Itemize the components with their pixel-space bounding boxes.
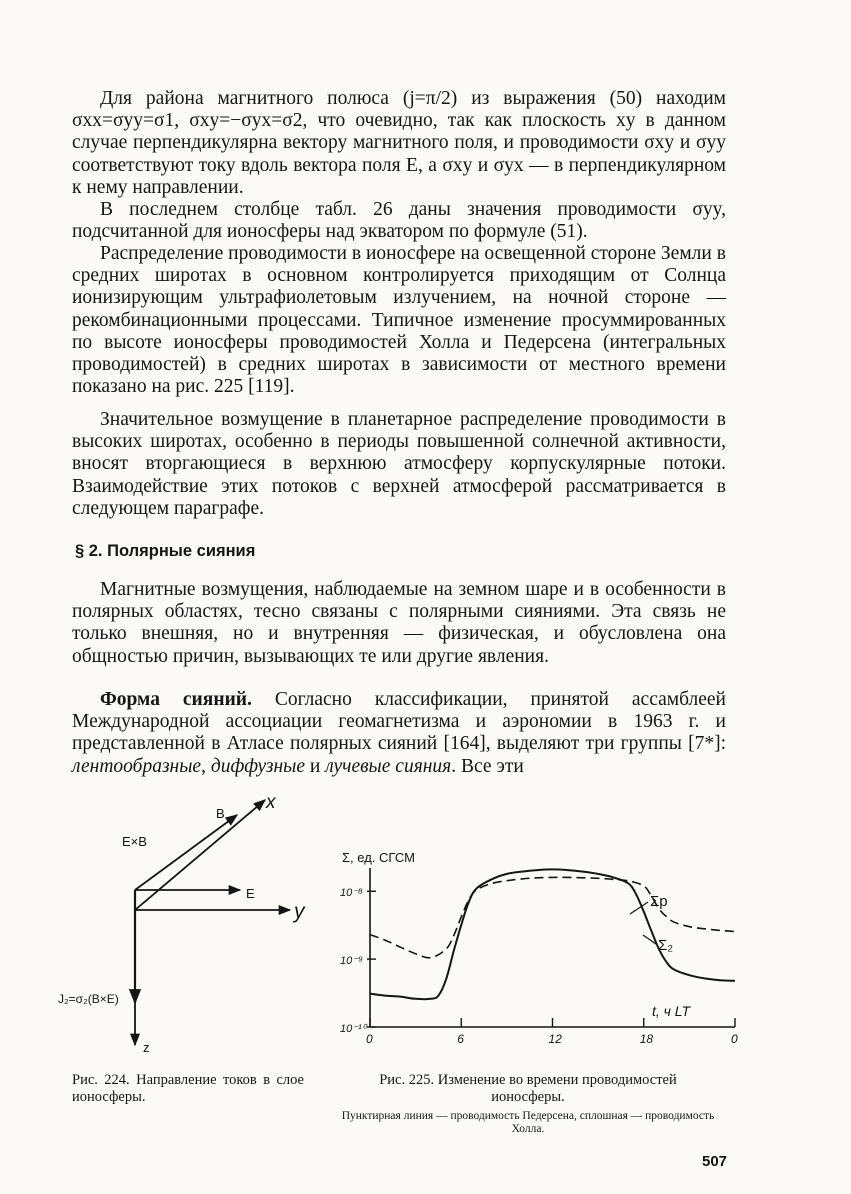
x-tick-label: 12 [548, 1032, 562, 1046]
section-heading: § 2. Полярные сияния [75, 542, 256, 560]
label-j: J₂=σ₂(B×E) [58, 992, 119, 1006]
paragraph-highlatitude: Значительное возмущение в планетарное распределение проводимости в высоких широтах, особенно в периоды повышенной солнечной активности, вносят вторгающиеся в верхнюю атмосферу корпускулярные потоки. Взаимодействие этих потоков с верхней атмосферой рассматривается в следующем параграфе. [72, 409, 726, 519]
series-label-sigma-2: Σ₂ [658, 937, 674, 954]
paragraph-midlatitude: Распределение проводимости в ионосфере на освещенной стороне Земли в средних широтах в основном контролируется приходящим от Солнца ионизирующим ультрафиолетовым излучением, на ночной стороне — рекомбинационными процессами. Типичное изменение просуммированных по высоте ионосферы проводимостей Холла и Педерсена (интегральных проводимостей) в средних широтах в зависимости от местного времени показано на рис. 225 [119]. [72, 243, 726, 398]
label-e: E [246, 886, 255, 901]
aurora-type-diffuse: диффузные [210, 755, 306, 777]
b-vector [135, 815, 237, 890]
series-line-hall [370, 869, 735, 999]
figure-225-caption: Рис. 225. Изменение во времени проводимостей ионосферы. [379, 1072, 677, 1105]
figure-224 [50, 790, 330, 1070]
series-label-sigma-p: Σp [650, 893, 668, 910]
label-z: z [143, 1040, 150, 1055]
series-line-pedersen [370, 877, 735, 957]
x-tick-label: 0 [366, 1032, 373, 1046]
aurora-type-ray: лучевые сияния [325, 755, 452, 777]
figure-225-note: Пунктирная линия — проводимость Педерсена, сплошная — проводимость Холла. [341, 1110, 715, 1135]
label-y: y [294, 900, 305, 923]
label-b: B [216, 806, 225, 821]
paragraph-pole: Для района магнитного полюса (j=π/2) из выражения (50) находим σxx=σyy=σ1, σxy=−σyx=σ2, что очевидно, так как плоскость xy в данном случае перпендикулярна вектору магнитного поля, и проводимости σxy и σyy соответствуют току вдоль вектора поля E, а σxy и σyx — в перпендикулярном к нему направлении. [72, 88, 726, 198]
aurora-type-ribbon: лентообразные [72, 755, 202, 777]
y-axis-label: Σ, ед. СГСМ [342, 850, 415, 865]
leader-sigma-p [630, 902, 648, 914]
paragraph-equator: В последнем столбце табл. 26 даны значения проводимости σyy, подсчитанной для ионосферы над экватором по формуле (51). [72, 199, 726, 243]
x-tick-label: 6 [457, 1032, 464, 1046]
x-tick-label: 18 [639, 1032, 654, 1046]
y-tick-label: 10⁻⁸ [340, 887, 363, 900]
label-exb: E×B [122, 834, 147, 849]
label-x: x [266, 792, 276, 813]
figure-224-caption: Рис. 224. Направление токов в слое ионосферы. [72, 1072, 304, 1105]
y-tick-label: 10⁻¹⁰ [340, 1023, 367, 1035]
page-number: 507 [702, 1153, 728, 1170]
paragraph-aurora-forms: Форма сияний. Согласно классификации, принятой ассамблеей Международной ассоциации геомагнетизма и аэрономии в 1963 г. и представленной в Атласе полярных сияний [164], выделяют три группы [7*]: лентообразные, диффузные и лучевые сияния. Все эти [72, 689, 726, 777]
runin-heading: Форма сияний. [100, 689, 252, 710]
x-tick-label: 0 [731, 1032, 738, 1046]
y-tick-label: 10⁻⁹ [340, 955, 363, 968]
x-axis-label: t, ч LT [652, 1003, 691, 1019]
figure-225-chart [330, 840, 750, 1060]
paragraph-aurora-intro: Магнитные возмущения, наблюдаемые на земном шаре и в особенности в полярных областях, тесно связаны с полярными сияниями. Эта связь не только внешняя, но и внутренняя — физическая, и обусловлена она общностью причин, вызывающих те или другие явления. [72, 579, 726, 667]
